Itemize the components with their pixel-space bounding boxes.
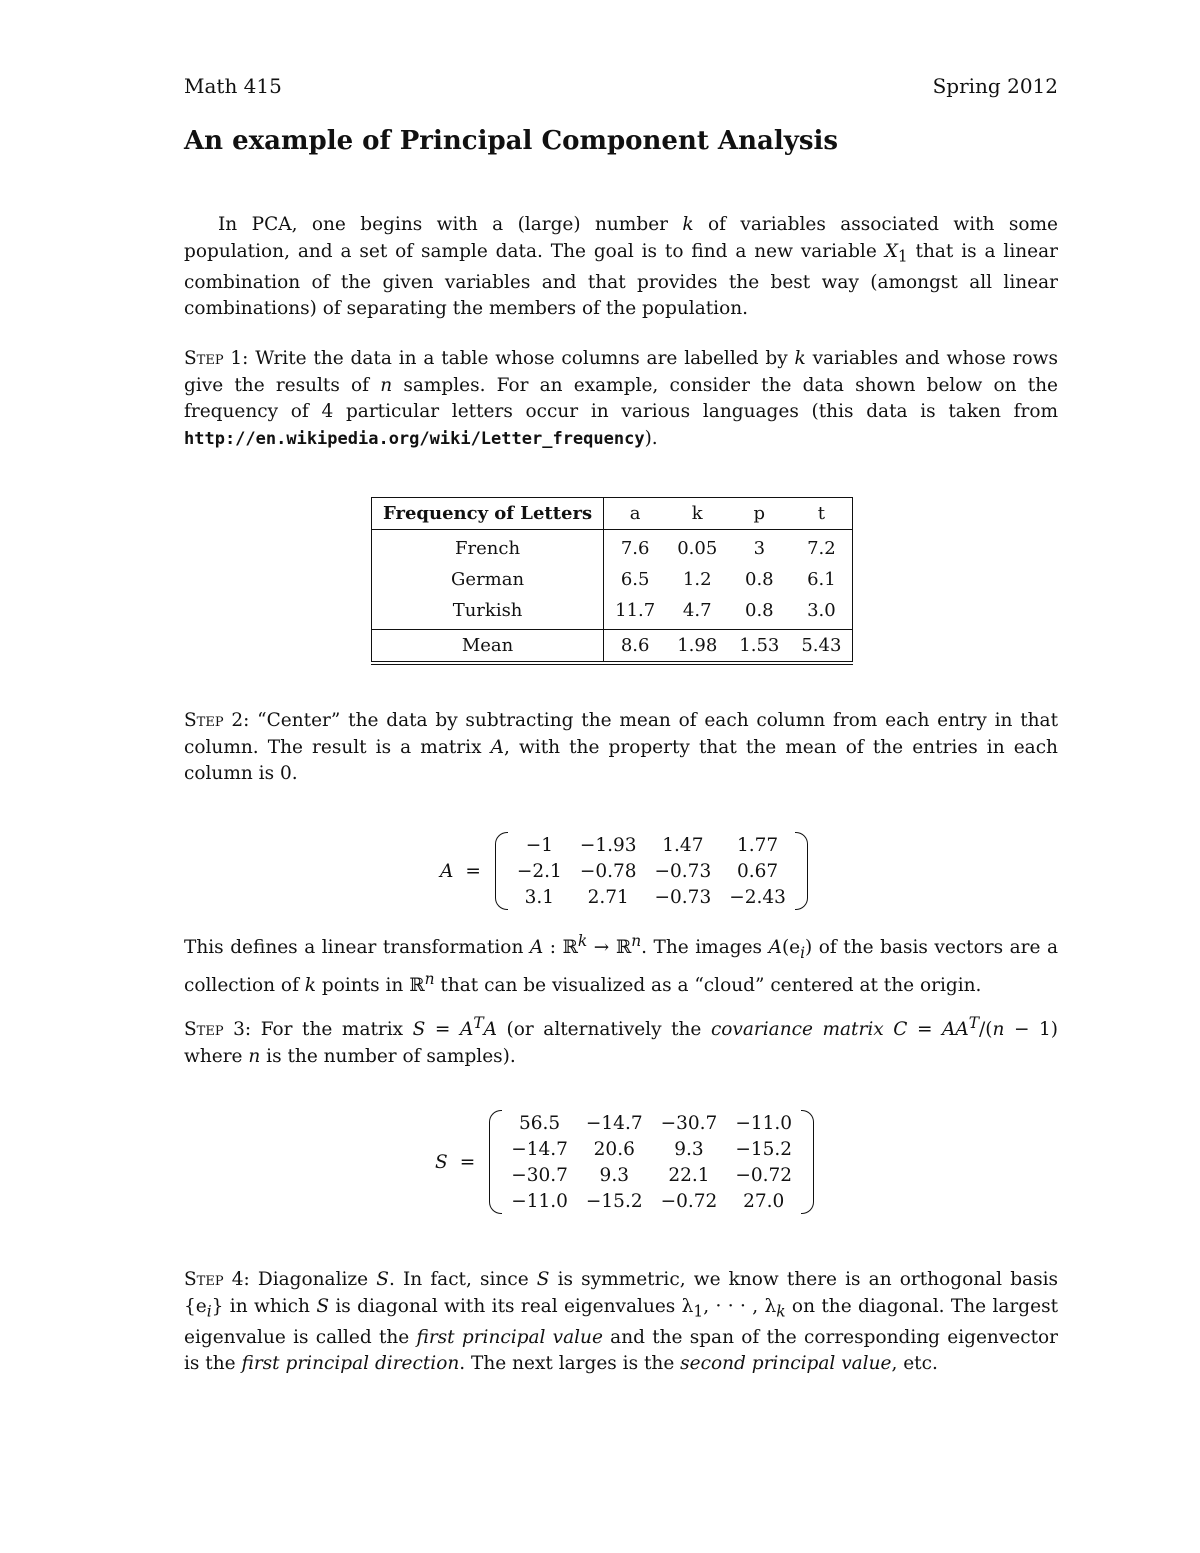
matrix-cell: −0.78 bbox=[579, 860, 637, 882]
table-cell: 0.05 bbox=[677, 538, 718, 559]
matrix-cell: 0.67 bbox=[736, 860, 779, 882]
table-cell: 5.43 bbox=[790, 630, 853, 664]
table-cell: 1.98 bbox=[666, 630, 728, 664]
page-title: An example of Principal Component Analysis bbox=[184, 126, 838, 156]
matrix-cell: 22.1 bbox=[668, 1164, 710, 1186]
matrix-cell: −1.93 bbox=[579, 834, 637, 856]
equals-sign: = bbox=[465, 860, 481, 882]
step2-paragraph: Step 2: “Center” the data by subtracting the mean of each column from each entry in that column. The result is a matrix A, with the property that the mean of the entries in each column is 0. bbox=[184, 710, 1059, 784]
matrix-row bbox=[502, 1162, 801, 1188]
table-header-cell: a bbox=[604, 498, 667, 530]
row-label: French bbox=[372, 530, 604, 565]
matrix-row bbox=[502, 1110, 801, 1136]
step1-label: Step 1: bbox=[184, 348, 249, 369]
matrix-row bbox=[502, 1136, 801, 1162]
matrix-row bbox=[508, 858, 795, 884]
left-paren bbox=[489, 1110, 502, 1214]
table-header-cell: Frequency of Letters bbox=[372, 498, 604, 530]
matrix-cell: −15.2 bbox=[735, 1138, 793, 1160]
step4-paragraph: Step 4: Diagonalize S. In fact, since S is symmetric, we know there is an orthogonal basis $\{e_i\}$ in which S is diagonal with its real eigenvalues $\lambda_1$, · · · , $\lambda_k$ on the diagonal. The largest eigenvalue is called the first principal value and the span of the corresponding eigenvector is the first principal direction. The next larges is the second principal value, etc. bbox=[184, 1269, 1059, 1375]
matrix-s-label: S bbox=[435, 1151, 448, 1173]
row-label: German bbox=[372, 564, 604, 595]
left-paren bbox=[495, 832, 508, 910]
right-paren bbox=[801, 1110, 814, 1214]
step4-label: Step 4: bbox=[184, 1269, 250, 1290]
equals-sign: = bbox=[459, 1151, 476, 1173]
table-cell: 4.7 bbox=[682, 600, 712, 621]
step3-label: Step 3: bbox=[184, 1019, 252, 1041]
matrix-row bbox=[502, 1188, 801, 1214]
matrix-cell: −0.73 bbox=[654, 886, 712, 908]
table-cell: 11.7 bbox=[615, 600, 656, 621]
table-cell: 1.2 bbox=[682, 569, 712, 590]
matrix-cell: −0.72 bbox=[660, 1190, 718, 1212]
intro-paragraph: In PCA, one begins with a (large) number k of variables associated with some population, and a set of sample data. The goal is to find a new variable $X_1$ that is a linear combination of the given variables and that provides the best way (amongst all linear combinations) of separating the members of the population. bbox=[184, 214, 1058, 320]
table-cell: 0.8 bbox=[745, 600, 774, 621]
table-header-cell: k bbox=[666, 498, 728, 530]
matrix-cell: −0.73 bbox=[654, 860, 712, 882]
matrix-cell: −14.7 bbox=[585, 1112, 643, 1134]
step3-paragraph: Step 3: For the matrix $S = A^TA$ (or alternatively the covariance matrix $C = AA^T/(n - 1)$ where n is the number of samples). bbox=[184, 1014, 1058, 1067]
matrix-row bbox=[508, 832, 795, 858]
table-cell: 6.5 bbox=[620, 569, 650, 590]
matrix-cell: −30.7 bbox=[660, 1112, 718, 1134]
table-cell: 6.1 bbox=[807, 569, 836, 590]
matrix-cell: −2.43 bbox=[729, 886, 786, 908]
matrix-cell: −11.0 bbox=[511, 1190, 568, 1212]
matrix-cell: −0.72 bbox=[735, 1164, 793, 1186]
table-cell: 7.6 bbox=[620, 538, 650, 559]
step1-paragraph: Step 1: Write the data in a table whose columns are labelled by k variables and whose rows give the results of n samples. For an example, consider the data shown below on the frequency of 4 particular letters occur in various languages (this data is taken from http://en.wikipedia.org/wiki/Letter_frequency). bbox=[184, 348, 1058, 449]
term-label: Spring 2012 bbox=[932, 74, 1058, 98]
table-cell: 7.2 bbox=[807, 538, 836, 559]
matrix-cell: −30.7 bbox=[511, 1164, 568, 1186]
matrix-cell: 2.71 bbox=[587, 886, 629, 908]
table-row bbox=[372, 564, 853, 595]
letter-frequency-table bbox=[371, 497, 853, 665]
matrix-row bbox=[508, 884, 795, 910]
table-header-cell: t bbox=[790, 498, 853, 530]
matrix-cell: −15.2 bbox=[585, 1190, 643, 1212]
matrix-s-entries bbox=[502, 1110, 801, 1214]
table-row bbox=[372, 595, 853, 630]
matrix-cell: −1 bbox=[525, 834, 553, 856]
row-label: Mean bbox=[372, 630, 604, 664]
matrix-cell: −14.7 bbox=[511, 1138, 568, 1160]
matrix-a-entries bbox=[508, 832, 795, 910]
table-row bbox=[372, 530, 853, 565]
row-label: Turkish bbox=[372, 595, 604, 630]
matrix-cell: 9.3 bbox=[674, 1138, 704, 1160]
course-label: Math 415 bbox=[184, 74, 282, 98]
table-cell: 1.53 bbox=[728, 630, 790, 664]
matrix-a bbox=[440, 832, 808, 910]
matrix-cell: 1.47 bbox=[662, 834, 704, 856]
table-header-cell: p bbox=[728, 498, 790, 530]
matrix-cell: 27.0 bbox=[743, 1190, 785, 1212]
matrix-cell: 9.3 bbox=[599, 1164, 629, 1186]
table-cell: 0.8 bbox=[745, 569, 774, 590]
mean-row bbox=[372, 630, 853, 664]
table-cell: 3.0 bbox=[807, 600, 836, 621]
matrix-a-label: A bbox=[440, 860, 454, 882]
matrix-cell: 20.6 bbox=[593, 1138, 635, 1160]
matrix-cell: 56.5 bbox=[518, 1112, 561, 1134]
matrix-s bbox=[435, 1110, 814, 1214]
table-cell: 3 bbox=[753, 538, 766, 559]
matrix-cell: 3.1 bbox=[524, 886, 555, 908]
step2-label: Step 2: bbox=[184, 710, 250, 731]
matrix-cell: −11.0 bbox=[735, 1112, 793, 1134]
right-paren bbox=[795, 832, 808, 910]
matrix-cell: −2.1 bbox=[516, 860, 562, 882]
table-header-row bbox=[372, 498, 853, 530]
matrix-cell: 1.77 bbox=[736, 834, 779, 856]
table-cell: 8.6 bbox=[604, 630, 667, 664]
transformation-paragraph: This defines a linear transformation A : ℝ$^k$ → ℝ$^n$. The images $A(e_i)$ of the basis vectors are a collection of k points in ℝ$^n$ that can be visualized as a “cloud” centered at the origin. bbox=[184, 932, 1058, 997]
source-url[interactable]: http://en.wikipedia.org/wiki/Letter_frequency bbox=[184, 428, 645, 449]
